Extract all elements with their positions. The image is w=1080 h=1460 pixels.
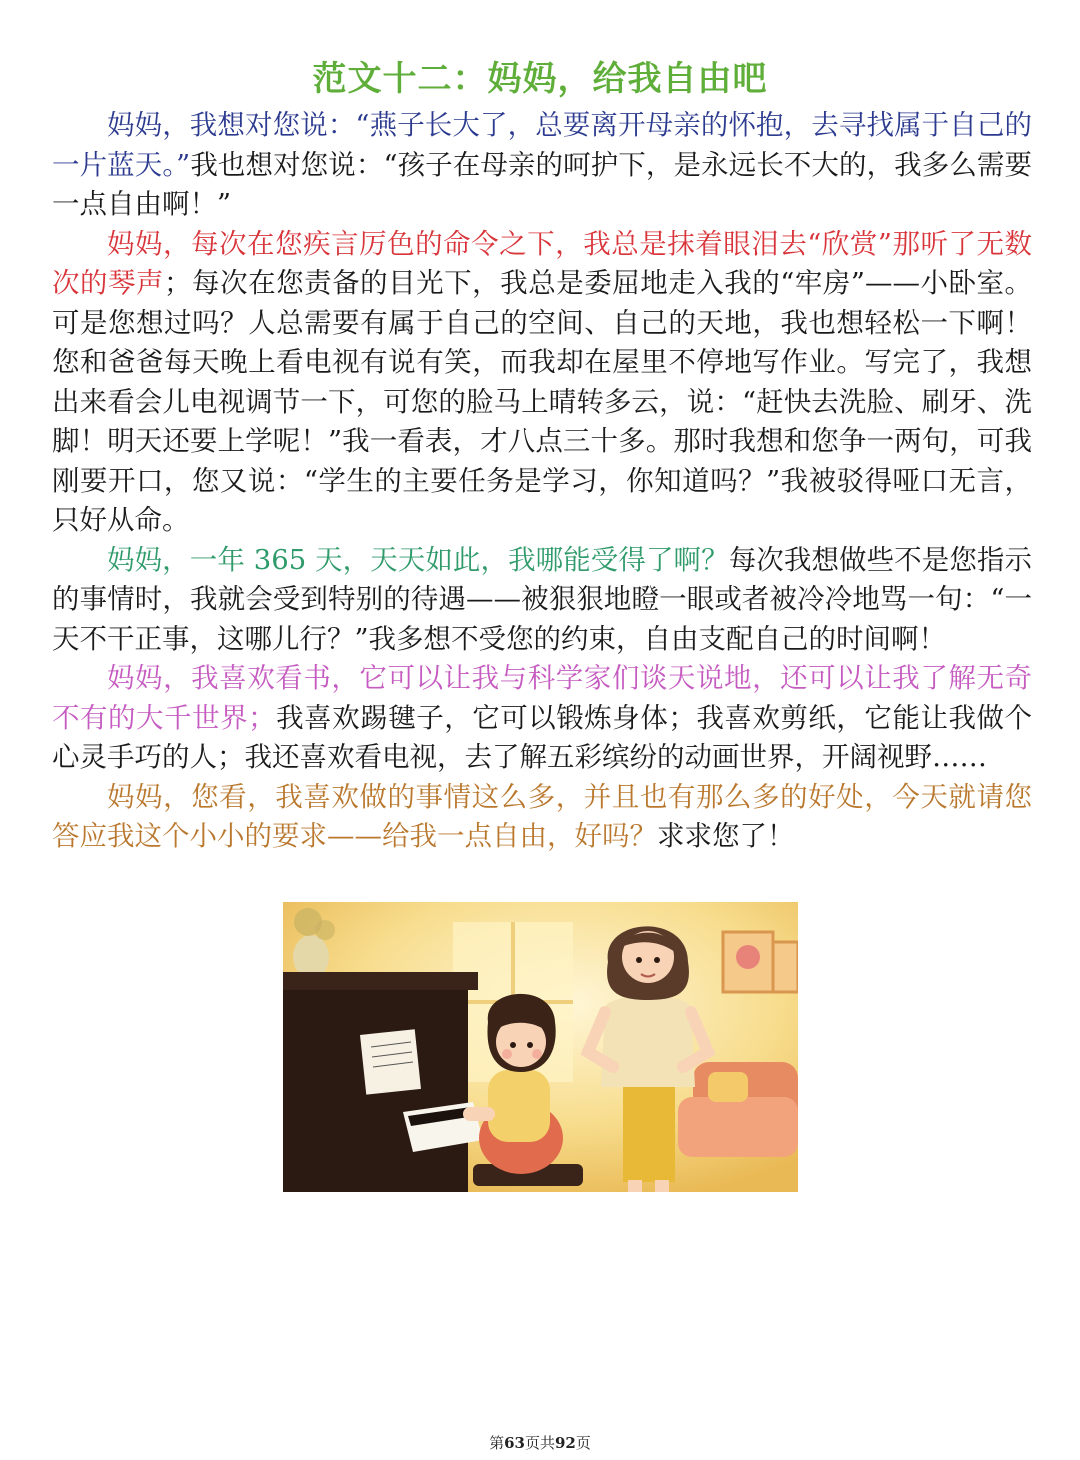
footer-suffix: 页 [575,1434,591,1452]
footer-middle: 页共 [524,1434,555,1452]
text-segment: 妈妈，一年 365 天，天天如此，我哪能受得了啊？ [107,543,729,576]
essay-body [52,106,1032,857]
page-number-footer [0,1432,1080,1453]
text-segment: 每次我想做些不是您指示的事情时，我就会受到特别的待遇——被狠狠地瞪一眼或者被冷冷地骂一句：“一天不干正事，这哪儿行？”我多想不受您的约束，自由支配自己的时间啊！ [52,543,1032,655]
total-page-count: 92 [555,1434,576,1452]
paragraph-4 [52,659,1032,778]
paragraph-3 [52,541,1032,660]
text-segment: 妈妈，您看，我喜欢做的事情这么多，并且也有那么多的好处，今天就请您答应我这个小小的要求——给我一点自由，好吗？ [52,780,1032,852]
text-segment: 妈妈，我喜欢看书，它可以让我与科学家们谈天说地，还可以让我了解无奇不有的大千世界； [52,662,1032,734]
text-segment: 妈妈，每次在您疾言厉色的命令之下，我总是抹着眼泪去“欣赏”那听了无数次的琴声 [52,227,1032,299]
paragraph-5 [52,778,1032,857]
text-segment: ；每次在您责备的目光下，我总是委屈地走入我的“牢房”——小卧室。可是您想过吗？人总需要有属于自己的空间、自己的天地，我也想轻松一下啊！您和爸爸每天晚上看电视有说有笑，而我却在屋里不停地写作业。写完了，我想出来看会儿电视调节一下，可您的脸马上晴转多云，说：“赶快去洗脸、刷牙、洗脚！明天还要上学呢！”我一看表，才八点三十多。那时我想和您争一两句，可我刚要开口，您又说：“学生的主要任务是学习，你知道吗？”我被驳得哑口无言，只好从命。 [52,267,1032,536]
illustration-piano-scene [283,902,798,1192]
text-segment: 我喜欢踢毽子，它可以锻炼身体；我喜欢剪纸，它能让我做个心灵手巧的人；我还喜欢看电视，去了解五彩缤纷的动画世界，开阔视野…… [52,701,1033,773]
paragraph-1 [52,106,1032,225]
paragraph-2 [52,225,1032,541]
essay-title: 范文十二：妈妈，给我自由吧 [312,59,768,99]
footer-prefix: 第 [489,1434,505,1452]
text-segment: 我也想对您说：“孩子在母亲的呵护下，是永远长不大的，我多么需要一点自由啊！” [52,148,1032,220]
text-segment: 求求您了！ [657,820,795,852]
current-page-number: 63 [504,1434,525,1452]
text-segment: 妈妈，我想对您说：“燕子长大了，总要离开母亲的怀抱，去寻找属于自己的一片蓝天。” [52,109,1032,181]
